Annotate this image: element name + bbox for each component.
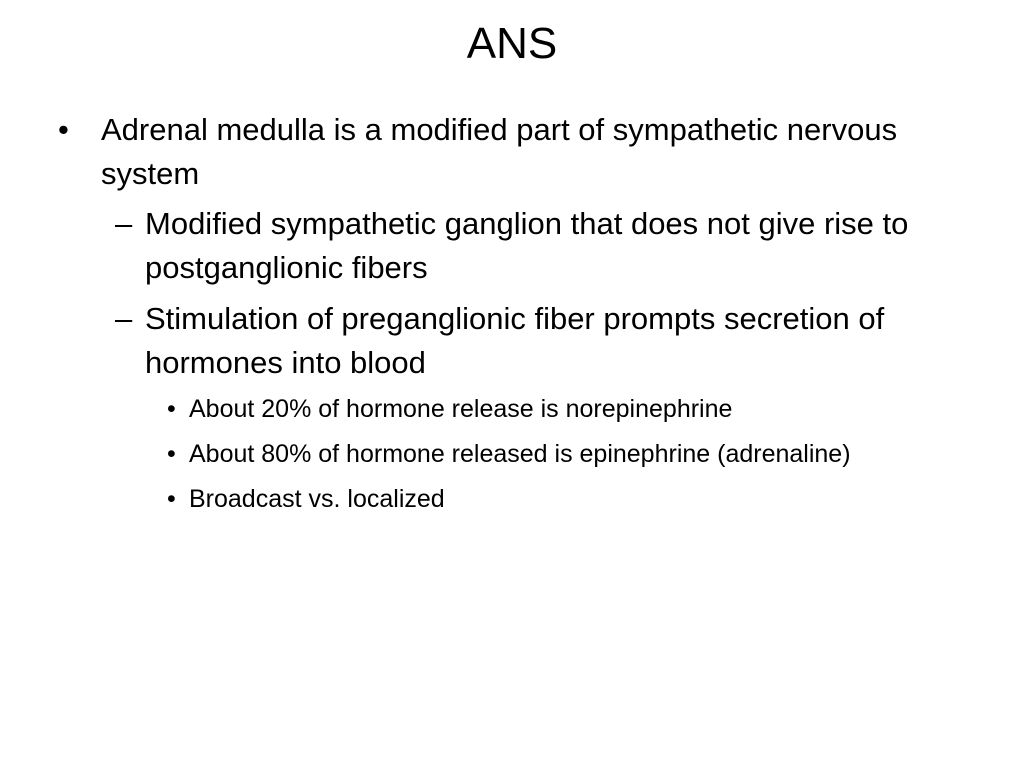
bullet-level1-adrenal-medulla xyxy=(58,108,958,196)
dash-marker: – xyxy=(115,301,133,336)
bullet-text: Modified sympathetic ganglion that does not give rise to postganglionic fibers xyxy=(145,206,909,285)
slide-content xyxy=(58,108,958,527)
bullet-text: Adrenal medulla is a modified part of sympathetic nervous system xyxy=(101,112,898,191)
bullet-text: About 20% of hormone release is norepinephrine xyxy=(189,395,733,423)
bullet-marker: • xyxy=(167,440,176,468)
bullet-level3-broadcast xyxy=(167,482,958,516)
dash-marker: – xyxy=(115,206,133,241)
bullet-text: Stimulation of preganglionic fiber prompts secretion of hormones into blood xyxy=(145,301,885,380)
slide-title: ANS xyxy=(466,19,558,68)
bullet-marker: • xyxy=(167,395,176,423)
bullet-marker: • xyxy=(167,485,176,513)
bullet-text: About 80% of hormone released is epinephrine (adrenaline) xyxy=(189,440,851,468)
bullet-level2-stimulation xyxy=(115,297,958,385)
bullet-level3-epinephrine xyxy=(167,437,958,471)
bullet-marker: • xyxy=(58,112,69,147)
bullet-level3-norepinephrine xyxy=(167,392,958,426)
bullet-text: Broadcast vs. localized xyxy=(189,485,445,513)
bullet-level2-modified-ganglion xyxy=(115,202,958,290)
